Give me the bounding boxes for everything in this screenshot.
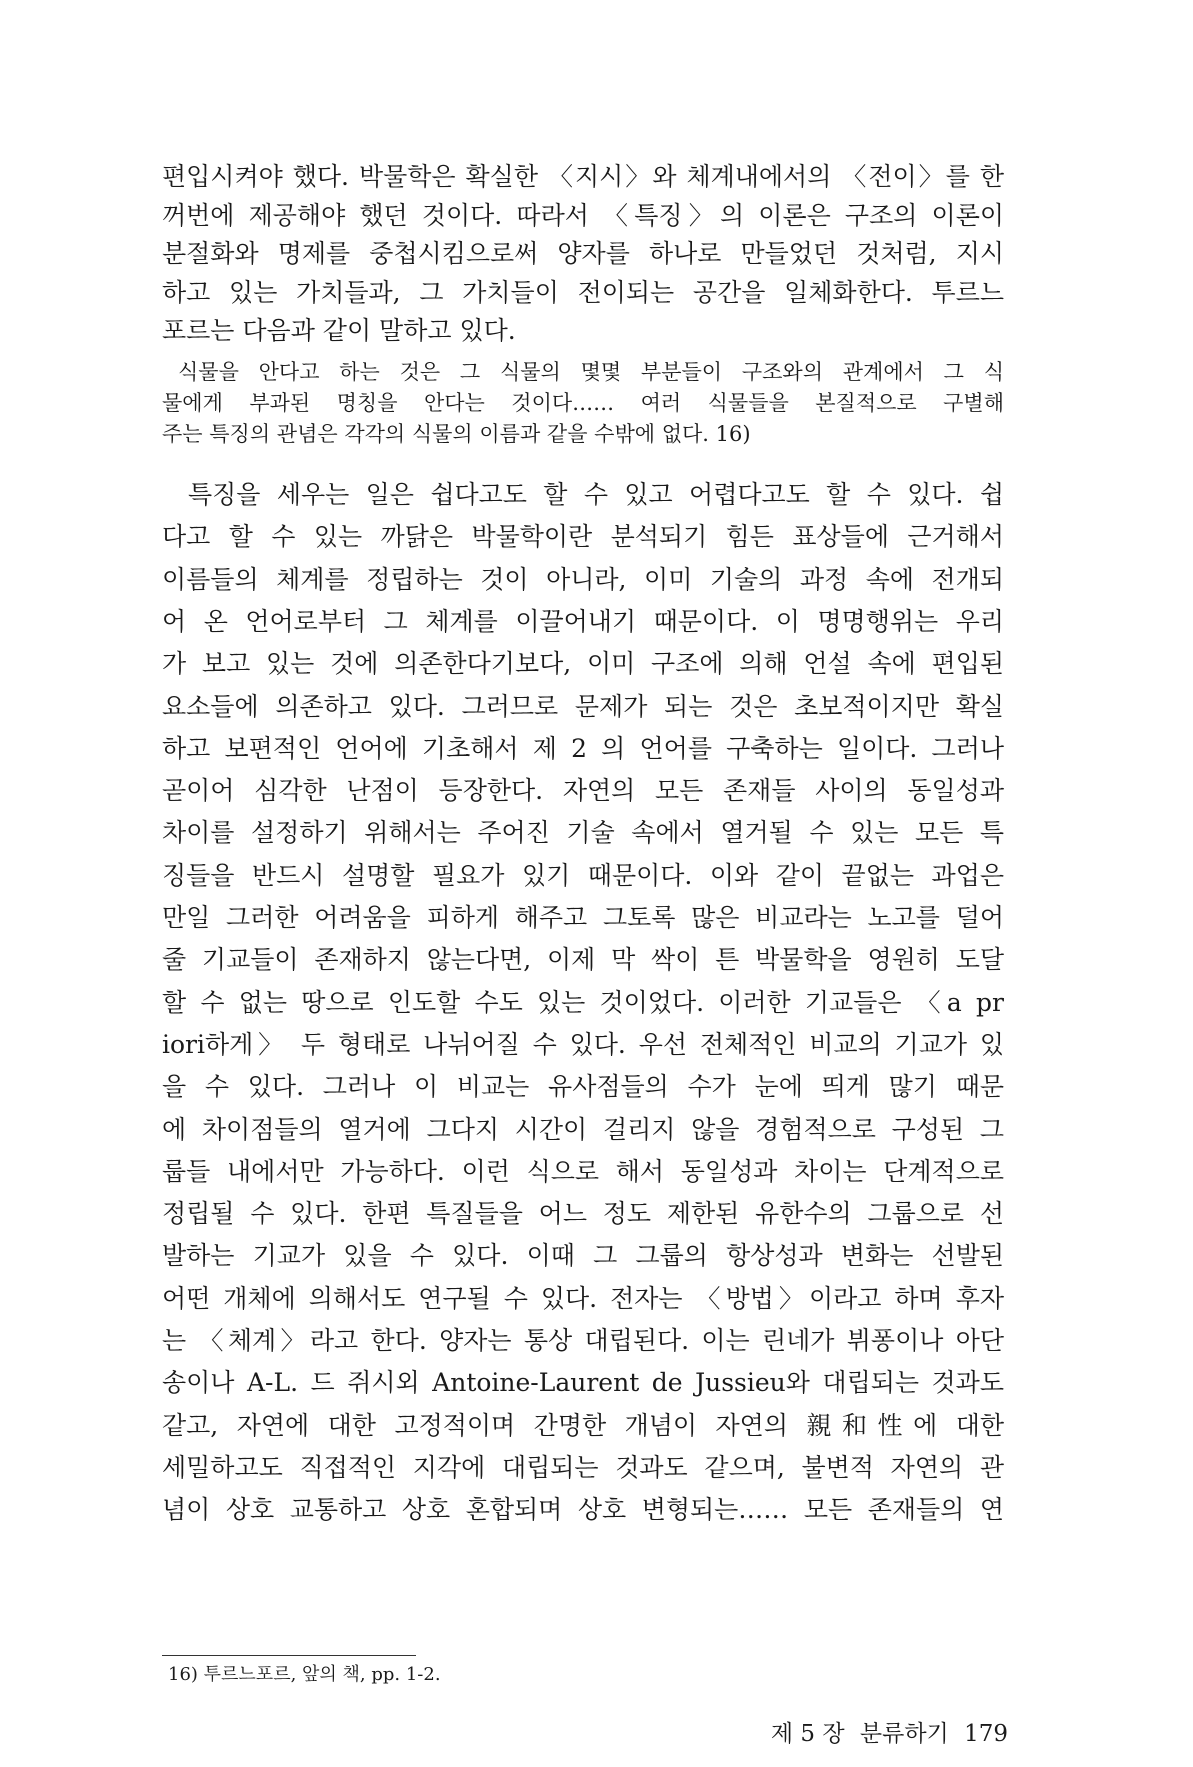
- text-line: 곧이어 심각한 난점이 등장한다. 자연의 모든 존재들 사이의 동일성과: [162, 776, 1004, 806]
- text-line: iori하게〉 두 형태로 나뉘어질 수 있다. 우선 전체적인 비교의 기교가 있: [162, 1029, 1004, 1059]
- text-line: 가 보고 있는 것에 의존한다기보다, 이미 구조에 의해 언설 속에 편입된: [162, 649, 1004, 679]
- text-line: 다고 할 수 있는 까닭은 박물학이란 분석되기 힘든 표상들에 근거해서: [162, 522, 1004, 552]
- text-line: 포르는 다음과 같이 말하고 있다.: [162, 316, 516, 345]
- text-line: 차이를 설정하기 위해서는 주어진 기술 속에서 열거될 수 있는 모든 특: [162, 818, 1004, 848]
- quote-line: 식물을 안다고 하는 것은 그 식물의 몇몇 부분들이 구조와의 관계에서 그 식: [178, 360, 1004, 384]
- text-line: 는 〈체계〉라고 한다. 양자는 통상 대립된다. 이는 린네가 뷔퐁이나 아단: [162, 1326, 1004, 1355]
- text-line: 념이 상호 교통하고 상호 혼합되며 상호 변형되는…… 모든 존재들의 연: [162, 1495, 1004, 1525]
- text-line: 만일 그러한 어려움을 피하게 해주고 그토록 많은 비교라는 노고를 덜어: [162, 903, 1004, 932]
- chapter-number: 제 5 장: [770, 1721, 845, 1747]
- footnote-rule: [162, 1655, 416, 1656]
- text-line: 같고, 자연에 대한 고정적이며 간명한 개념이 자연의 親和性에 대한: [162, 1410, 1004, 1440]
- text-line: 분절화와 명제를 중첩시킴으로써 양자를 하나로 만들었던 것처럼, 지시: [162, 239, 1004, 268]
- text-line: 특징을 세우는 일은 쉽다고도 할 수 있고 어렵다고도 할 수 있다. 쉽: [188, 480, 1004, 509]
- text-line: 줄 기교들이 존재하지 않는다면, 이제 막 싹이 튼 박물학을 영원히 도달: [162, 945, 1004, 975]
- text-line: 룹들 내에서만 가능하다. 이런 식으로 해서 동일성과 차이는 단계적으로: [162, 1156, 1004, 1186]
- text-line: 할 수 없는 땅으로 인도할 수도 있는 것이었다. 이러한 기교들은 〈a pr: [162, 987, 1004, 1017]
- running-footer: [720, 1719, 1008, 1749]
- text-line: 송이나 A-L. 드 쥐시외 Antoine-Laurent de Jussieu와 대립되는 것과도: [162, 1368, 1004, 1398]
- page-number: 179: [964, 1721, 1008, 1747]
- text-line: 요소들에 의존하고 있다. 그러므로 문제가 되는 것은 초보적이지만 확실: [162, 691, 1004, 721]
- text-line: 하고 보편적인 언어에 기초해서 제 2 의 언어를 구축하는 일이다. 그러나: [162, 733, 1004, 763]
- text-line: 에 차이점들의 열거에 그다지 시간이 걸리지 않을 경험적으로 구성된 그: [162, 1114, 1004, 1144]
- text-line: 발하는 기교가 있을 수 있다. 이때 그 그룹의 항상성과 변화는 선발된: [162, 1241, 1004, 1271]
- text-line: 이름들의 체계를 정립하는 것이 아니라, 이미 기술의 과정 속에 전개되: [162, 564, 1004, 594]
- quote-line: 물에게 부과된 명칭을 안다는 것이다…… 여러 식물들을 본질적으로 구별해: [162, 391, 1004, 415]
- text-line: 어떤 개체에 의해서도 연구될 수 있다. 전자는 〈방법〉이라고 하며 후자: [162, 1283, 1004, 1313]
- text-line: 하고 있는 가치들과, 그 가치들이 전이되는 공간을 일체화한다. 투르느: [162, 277, 1004, 307]
- text-line: 세밀하고도 직접적인 지각에 대립되는 것과도 같으며, 불변적 자연의 관: [162, 1452, 1004, 1482]
- chapter-title: 분류하기: [859, 1721, 949, 1747]
- text-line: 어 온 언어로부터 그 체계를 이끌어내기 때문이다. 이 명명행위는 우리: [162, 606, 1004, 636]
- quote-line: 주는 특징의 관념은 각각의 식물의 이름과 같을 수밖에 없다. 16): [162, 422, 751, 446]
- footnote: 16) 투르느포르, 앞의 책, pp. 1-2.: [168, 1664, 441, 1685]
- text-line: 징들을 반드시 설명할 필요가 있기 때문이다. 이와 같이 끝없는 과업은: [162, 860, 1004, 890]
- text-line: 꺼번에 제공해야 했던 것이다. 따라서 〈특징〉의 이론은 구조의 이론이: [162, 200, 1004, 230]
- text-line: 을 수 있다. 그러나 이 비교는 유사점들의 수가 눈에 띄게 많기 때문: [162, 1072, 1004, 1102]
- text-line: 편입시켜야 했다. 박물학은 확실한 〈지시〉와 체계내에서의 〈전이〉를 한: [162, 162, 1004, 191]
- text-line: 정립될 수 있다. 한편 특질들을 어느 정도 제한된 유한수의 그룹으로 선: [162, 1199, 1004, 1229]
